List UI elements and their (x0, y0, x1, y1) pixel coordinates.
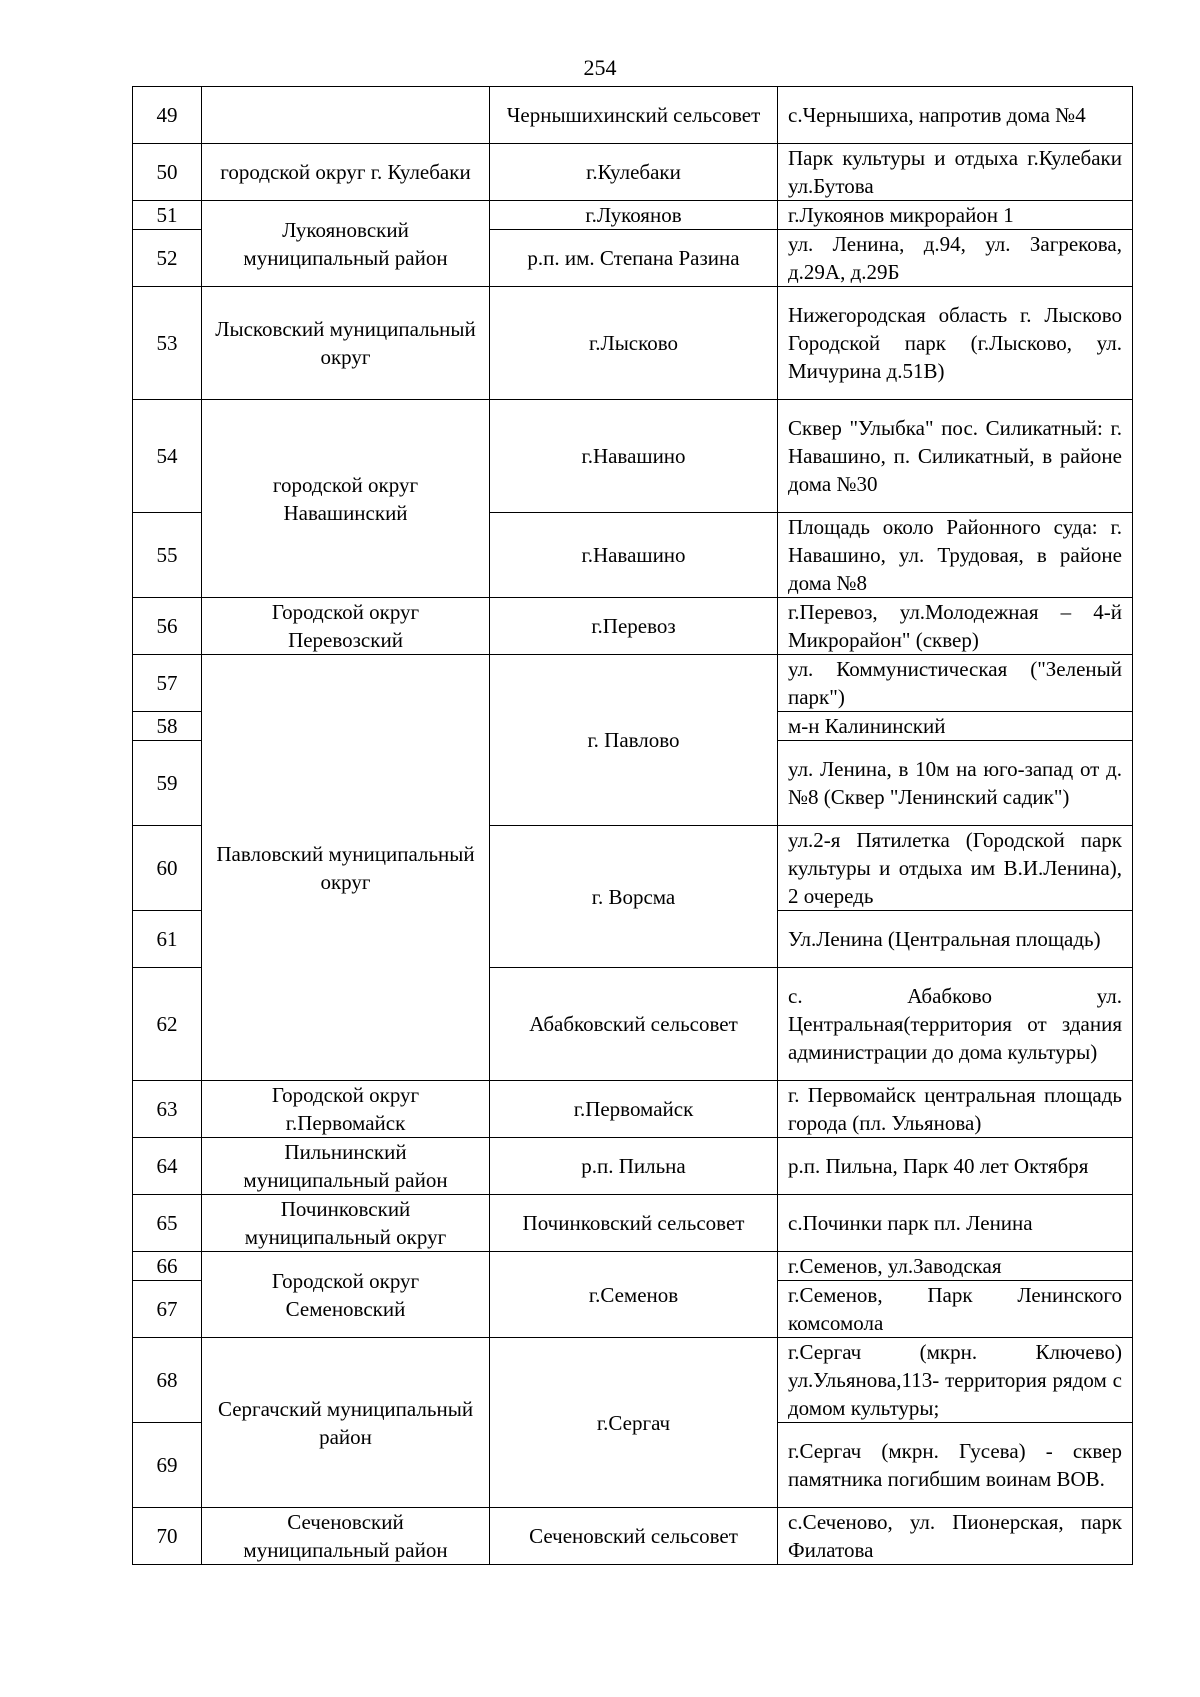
municipality-cell: Лысковский муниципальный округ (202, 287, 490, 400)
row-number-cell: 52 (133, 230, 202, 287)
settlement-cell: Чернышихинский сельсовет (490, 87, 778, 144)
municipality-cell: Сеченовский муниципальный район (202, 1508, 490, 1565)
settlement-cell: г.Лысково (490, 287, 778, 400)
settlement-cell: г.Навашино (490, 400, 778, 513)
settlement-cell: г.Кулебаки (490, 144, 778, 201)
settlement-cell: Абабковский сельсовет (490, 968, 778, 1081)
table-row (133, 1081, 1133, 1138)
settlement-cell: г.Лукоянов (490, 201, 778, 230)
row-number-cell: 56 (133, 598, 202, 655)
municipality-cell: Сергачский муниципальный район (202, 1338, 490, 1508)
location-cell: г.Семенов, Парк Ленинского комсомола (778, 1281, 1133, 1338)
table-row (133, 1252, 1133, 1281)
row-number-cell: 65 (133, 1195, 202, 1252)
municipality-cell: Городской округ г.Первомайск (202, 1081, 490, 1138)
row-number-cell: 53 (133, 287, 202, 400)
location-cell: ул. Коммунистическая ("Зеленый парк") (778, 655, 1133, 712)
settlement-cell: г.Первомайск (490, 1081, 778, 1138)
settlement-cell: г. Ворсма (490, 826, 778, 968)
settlement-cell: Сеченовский сельсовет (490, 1508, 778, 1565)
settlement-cell: г.Семенов (490, 1252, 778, 1338)
row-number-cell: 54 (133, 400, 202, 513)
location-cell: г.Лукоянов микрорайон 1 (778, 201, 1133, 230)
table-row (133, 1508, 1133, 1565)
location-cell: с.Чернышиха, напротив дома №4 (778, 87, 1133, 144)
row-number-cell: 64 (133, 1138, 202, 1195)
location-cell: Ул.Ленина (Центральная площадь) (778, 911, 1133, 968)
location-cell: ул.2-я Пятилетка (Городской парк культуры и отдыха им В.И.Ленина), 2 очередь (778, 826, 1133, 911)
municipality-cell (202, 87, 490, 144)
row-number-cell: 63 (133, 1081, 202, 1138)
location-cell: Площадь около Районного суда: г. Навашино, ул. Трудовая, в районе дома №8 (778, 513, 1133, 598)
settlement-cell: г. Павлово (490, 655, 778, 826)
row-number-cell: 58 (133, 712, 202, 741)
row-number-cell: 69 (133, 1423, 202, 1508)
location-cell: г.Сергач (мкрн. Ключево) ул.Ульянова,113- территория рядом с домом культуры; (778, 1338, 1133, 1423)
table-row (133, 201, 1133, 230)
row-number-cell: 60 (133, 826, 202, 911)
row-number-cell: 55 (133, 513, 202, 598)
location-cell: р.п. Пильна, Парк 40 лет Октября (778, 1138, 1133, 1195)
table-row (133, 287, 1133, 400)
locations-table-body (133, 87, 1133, 1565)
municipality-cell: Городской округ Перевозский (202, 598, 490, 655)
row-number-cell: 51 (133, 201, 202, 230)
municipality-cell: Павловский муниципальный округ (202, 655, 490, 1081)
locations-table (132, 86, 1133, 1565)
location-cell: Нижегородская область г. Лысково Городской парк (г.Лысково, ул. Мичурина д.51В) (778, 287, 1133, 400)
location-cell: ул. Ленина, д.94, ул. Загрекова, д.29А, д.29Б (778, 230, 1133, 287)
location-cell: Парк культуры и отдыха г.Кулебаки ул.Бутова (778, 144, 1133, 201)
row-number-cell: 62 (133, 968, 202, 1081)
row-number-cell: 66 (133, 1252, 202, 1281)
settlement-cell: г.Перевоз (490, 598, 778, 655)
table-row (133, 598, 1133, 655)
page-number: 254 (583, 55, 617, 80)
row-number-cell: 68 (133, 1338, 202, 1423)
table-row (133, 1138, 1133, 1195)
table-row (133, 1195, 1133, 1252)
row-number-cell: 70 (133, 1508, 202, 1565)
row-number-cell: 50 (133, 144, 202, 201)
row-number-cell: 67 (133, 1281, 202, 1338)
table-row (133, 655, 1133, 712)
table-row (133, 1338, 1133, 1423)
location-cell: с. Абабково ул. Центральная(территория от здания администрации до дома культуры) (778, 968, 1133, 1081)
municipality-cell: Починковский муниципальный округ (202, 1195, 490, 1252)
location-cell: Сквер "Улыбка" пос. Силикатный: г. Навашино, п. Силикатный, в районе дома №30 (778, 400, 1133, 513)
municipality-cell: городской округ г. Кулебаки (202, 144, 490, 201)
settlement-cell: р.п. им. Степана Разина (490, 230, 778, 287)
settlement-cell: г.Сергач (490, 1338, 778, 1508)
table-row (133, 87, 1133, 144)
location-cell: г.Семенов, ул.Заводская (778, 1252, 1133, 1281)
table-row (133, 400, 1133, 513)
location-cell: г.Сергач (мкрн. Гусева) - сквер памятника погибшим воинам ВОВ. (778, 1423, 1133, 1508)
municipality-cell: городской округ Навашинский (202, 400, 490, 598)
location-cell: м-н Калининский (778, 712, 1133, 741)
municipality-cell: Лукояновский муниципальный район (202, 201, 490, 287)
location-cell: с.Сеченово, ул. Пионерская, парк Филатова (778, 1508, 1133, 1565)
settlement-cell: г.Навашино (490, 513, 778, 598)
municipality-cell: Пильнинский муниципальный район (202, 1138, 490, 1195)
settlement-cell: р.п. Пильна (490, 1138, 778, 1195)
row-number-cell: 57 (133, 655, 202, 712)
location-cell: ул. Ленина, в 10м на юго-запад от д.№8 (Сквер "Ленинский садик") (778, 741, 1133, 826)
location-cell: г. Первомайск центральная площадь города (пл. Ульянова) (778, 1081, 1133, 1138)
location-cell: с.Починки парк пл. Ленина (778, 1195, 1133, 1252)
row-number-cell: 59 (133, 741, 202, 826)
settlement-cell: Починковский сельсовет (490, 1195, 778, 1252)
row-number-cell: 61 (133, 911, 202, 968)
location-cell: г.Перевоз, ул.Молодежная – 4-й Микрорайон" (сквер) (778, 598, 1133, 655)
row-number-cell: 49 (133, 87, 202, 144)
municipality-cell: Городской округ Семеновский (202, 1252, 490, 1338)
table-row (133, 144, 1133, 201)
